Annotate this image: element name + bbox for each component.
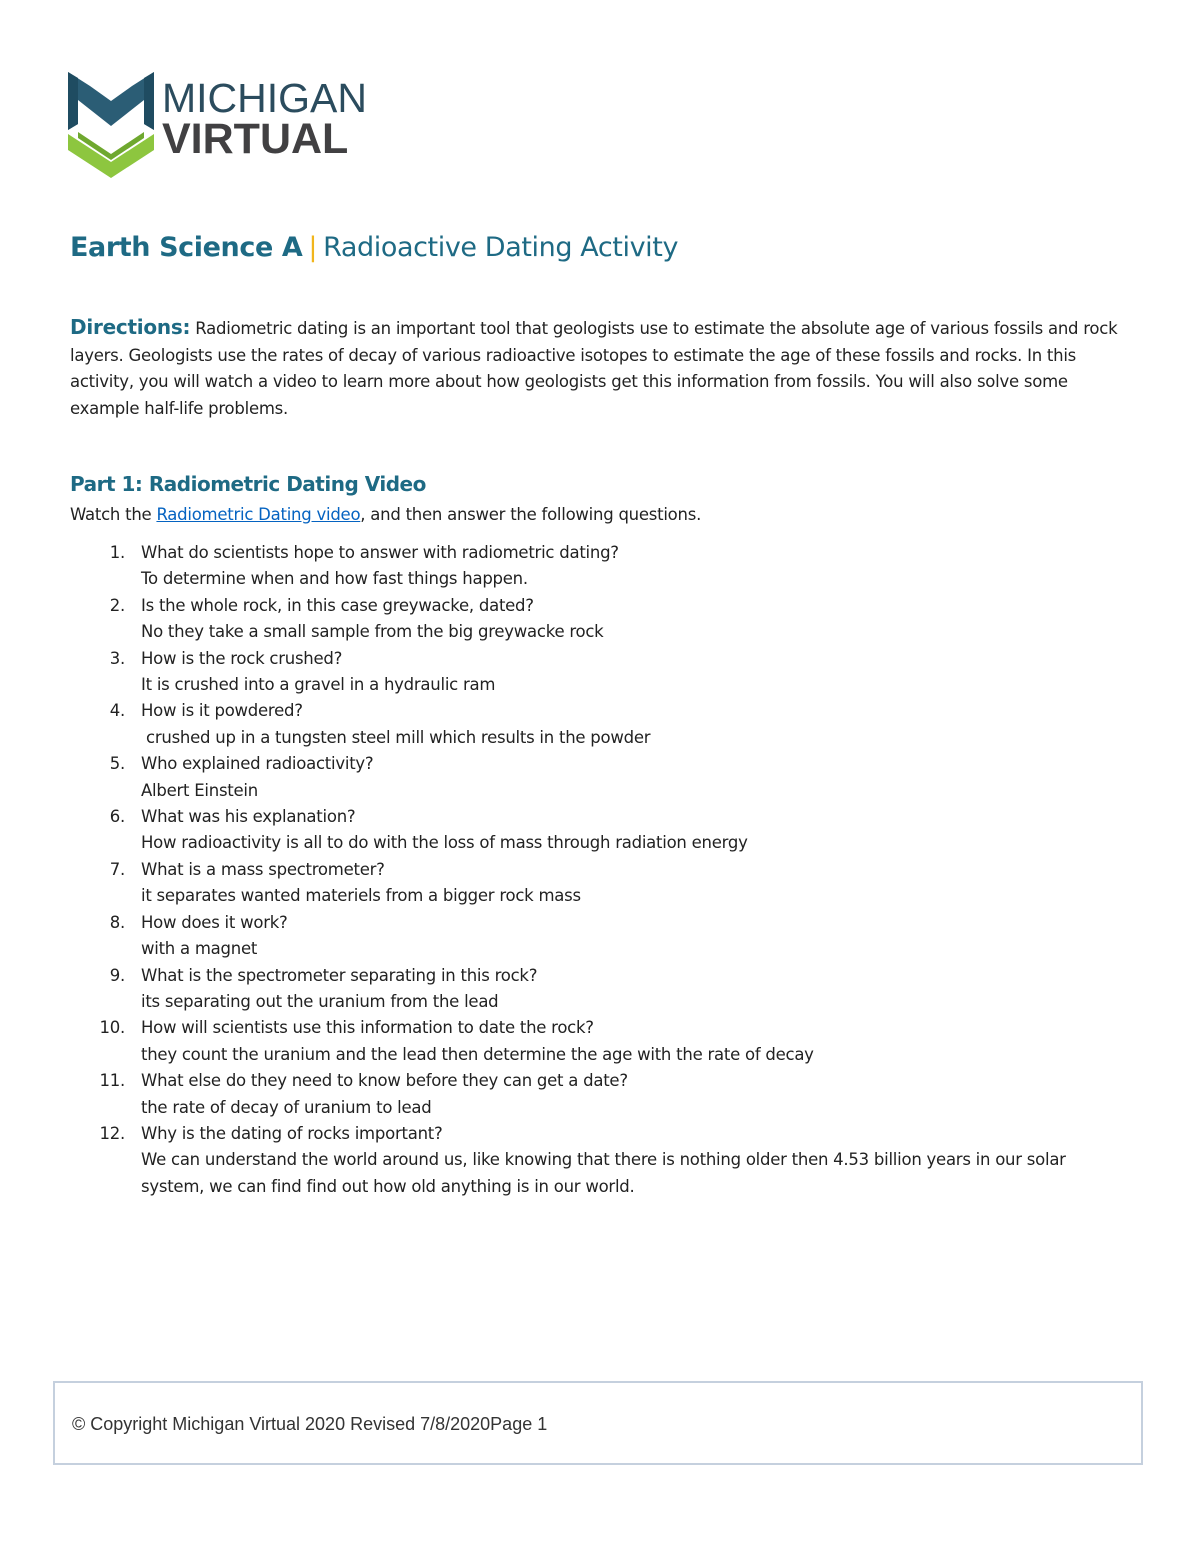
answer-text: they count the uranium and the lead then determine the age with the rate of decay (141, 1044, 814, 1064)
part1-heading: Part 1: Radiometric Dating Video (70, 472, 426, 496)
directions-label: Directions: (70, 315, 191, 339)
answer-text: No they take a small sample from the big greywacke rock (141, 622, 604, 642)
question-number: 5. (109, 754, 125, 774)
answer-text: with a magnet (141, 939, 258, 959)
answer-text: Albert Einstein (141, 780, 258, 800)
question-item (70, 963, 1130, 1016)
question-number: 9. (109, 965, 125, 985)
answer-text: We can understand the world around us, like knowing that there is nothing older then 4.53 billion years in our solar system, we can find find out how old anything is in our world. (141, 1150, 1071, 1196)
question-text: Is the whole rock, in this case greywacke, dated? (141, 595, 534, 615)
question-item (70, 910, 1130, 963)
question-text: How does it work? (141, 912, 288, 932)
question-item (70, 698, 1130, 751)
question-number: 10. (99, 1018, 125, 1038)
course-name: Earth Science A (70, 232, 303, 263)
question-item (70, 751, 1130, 804)
question-item (70, 1121, 1130, 1200)
part1-instruction (70, 502, 701, 528)
instruction-text-after: , and then answer the following questions. (360, 505, 702, 524)
question-number: 6. (109, 807, 125, 827)
activity-name: Radioactive Dating Activity (323, 232, 679, 263)
question-number: 4. (109, 701, 125, 721)
question-text: What do scientists hope to answer with radiometric dating? (141, 543, 619, 562)
question-number: 2. (109, 595, 125, 615)
answer-text: To determine when and how fast things happen. (141, 569, 528, 589)
question-number: 1. (109, 543, 125, 562)
question-number: 3. (109, 648, 125, 668)
question-number: 8. (109, 912, 125, 932)
logo-text-virtual: VIRTUAL (162, 115, 349, 163)
directions-text: Radiometric dating is an important tool that geologists use to estimate the absolute age of various fossils and rock layers. Geologists use the rates of decay of various radioactive isotopes to estimate the age of these fossils and rocks. In this activity, you will watch a video to learn more about how geologists get this information from fossils. You will also solve some example half-life problems. (70, 319, 1118, 418)
question-text: Who explained radioactivity? (141, 754, 374, 774)
logo-mark-icon (68, 68, 154, 180)
answer-text: crushed up in a tungsten steel mill which results in the powder (141, 727, 651, 747)
logo-text-michigan: MICHIGAN (162, 75, 367, 121)
question-number: 11. (99, 1071, 125, 1091)
question-item (70, 804, 1130, 857)
question-text: What is a mass spectrometer? (141, 859, 385, 879)
instruction-text-before: Watch the (70, 505, 157, 524)
question-text: What was his explanation? (141, 807, 356, 827)
page-title (70, 232, 678, 263)
directions-paragraph (70, 314, 1130, 422)
radiometric-dating-video-link[interactable]: Radiometric Dating video (156, 505, 361, 524)
michigan-virtual-logo (68, 68, 368, 183)
question-number: 7. (109, 859, 125, 879)
answer-text: How radioactivity is all to do with the loss of mass through radiation energy (141, 833, 748, 853)
question-item (70, 1068, 1130, 1121)
question-number: 12. (99, 1123, 125, 1143)
footer-box (53, 1381, 1143, 1465)
answer-text: the rate of decay of uranium to lead (141, 1097, 432, 1117)
question-text: How will scientists use this information to date the rock? (141, 1018, 594, 1038)
answer-text: its separating out the uranium from the lead (141, 991, 499, 1011)
question-item (70, 540, 1130, 593)
question-item (70, 857, 1130, 910)
question-list (70, 540, 1130, 1200)
question-text: What else do they need to know before they can get a date? (141, 1071, 628, 1091)
question-text: How is it powdered? (141, 701, 303, 721)
question-text: Why is the dating of rocks important? (141, 1123, 443, 1143)
question-item (70, 593, 1130, 646)
answer-text: it separates wanted materiels from a bigger rock mass (141, 886, 581, 906)
question-item (70, 646, 1130, 699)
question-text: What is the spectrometer separating in this rock? (141, 965, 538, 985)
footer-copyright: © Copyright Michigan Virtual 2020 Revised 7/8/2020Page 1 (72, 1414, 548, 1434)
answer-text: It is crushed into a gravel in a hydraulic ram (141, 675, 496, 695)
title-separator: | (308, 232, 318, 263)
question-item (70, 1015, 1130, 1068)
question-text: How is the rock crushed? (141, 648, 343, 668)
